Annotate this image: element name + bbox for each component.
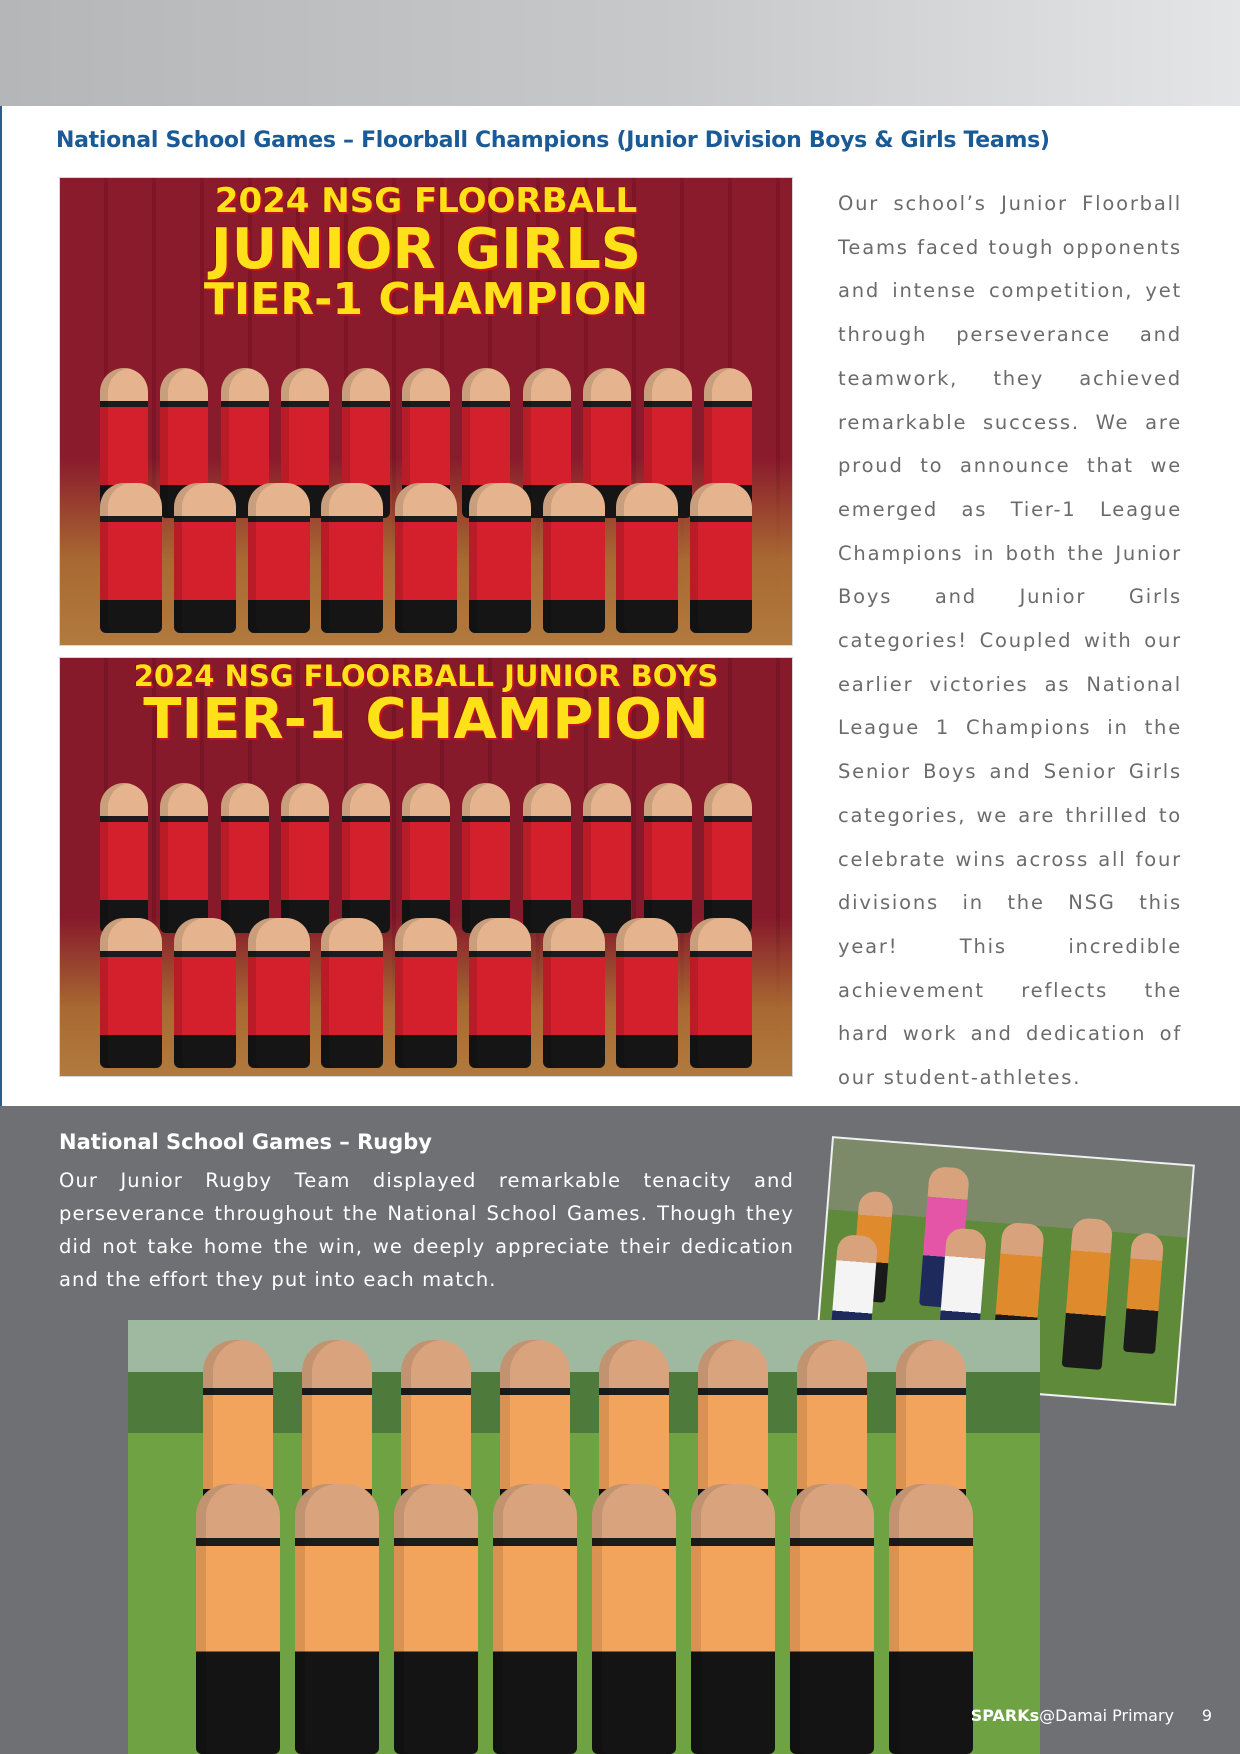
rugby-body-text: Our Junior Rugby Team displayed remarkable tenacity and perseverance throughout the National School Games. Though they did not take home the win, we deeply appreciate their dedication and the effort they put into each match. [59, 1169, 794, 1291]
left-border-rule [0, 106, 2, 1106]
player-figure [174, 483, 236, 633]
player-figure [493, 1484, 577, 1754]
header-band [0, 0, 1240, 106]
footer-brand-rest: @Damai Primary [1039, 1706, 1174, 1725]
player-figure [469, 483, 531, 633]
player-figure [394, 1484, 478, 1754]
player-figure [295, 1484, 379, 1754]
rugby-team-photo [128, 1320, 1040, 1754]
player-figure [691, 1484, 775, 1754]
player-figure [174, 918, 236, 1068]
footer-brand-bold: SPARKs [970, 1706, 1040, 1725]
player-figure [321, 483, 383, 633]
player-figure [889, 1484, 973, 1754]
rugby-section-title: National School Games – Rugby [59, 1130, 432, 1154]
page-number: 9 [1201, 1706, 1212, 1725]
photo-banner-line: 2024 NSG FLOORBALL [214, 181, 638, 221]
player-figure [543, 483, 605, 633]
player-figure [616, 918, 678, 1068]
photo-banner-line: TIER-1 CHAMPION [203, 274, 649, 325]
junior-boys-team-photo [59, 657, 793, 1077]
player-figure [616, 483, 678, 633]
players-front-row [188, 1470, 980, 1754]
player-figure [1123, 1232, 1164, 1354]
player-figure [321, 918, 383, 1068]
player-figure [469, 918, 531, 1068]
players-front-row [100, 863, 752, 1068]
player-figure [592, 1484, 676, 1754]
player-figure [543, 918, 605, 1068]
photo-banner-line: JUNIOR GIRLS [210, 217, 642, 282]
players-front-row [100, 433, 752, 633]
floorball-body-text: Our school’s Junior Floorball Teams faced tough opponents and intense competition, yet through perseverance and teamwork, they achieved remarkable success. We are proud to announce that we emerged as Tier-1 League Champions in both the Junior Boys and Junior Girls categories! Coupled with our earlier victories as National League 1 Champions in the Senior Boys and Senior Girls categories, we are thrilled to celebrate wins across all four divisions in the NSG this year! This incredible achievement reflects the hard work and dedication of our student-athletes. [838, 192, 1182, 1090]
player-figure [395, 483, 457, 633]
photo-banner-line: TIER-1 CHAMPION [143, 687, 709, 752]
player-figure [690, 918, 752, 1068]
player-figure [100, 483, 162, 633]
player-figure [1062, 1217, 1114, 1370]
player-figure [790, 1484, 874, 1754]
player-figure [248, 483, 310, 633]
player-figure [248, 918, 310, 1068]
player-figure [690, 483, 752, 633]
player-figure [196, 1484, 280, 1754]
photo-banner-line: 2024 NSG FLOORBALL JUNIOR BOYS [133, 659, 719, 693]
footer-brand [971, 1706, 1174, 1725]
player-figure [395, 918, 457, 1068]
junior-girls-team-photo [59, 177, 793, 646]
floorball-section-title: National School Games – Floorball Champions (Junior Division Boys & Girls Teams) [56, 128, 1050, 153]
player-figure [100, 918, 162, 1068]
